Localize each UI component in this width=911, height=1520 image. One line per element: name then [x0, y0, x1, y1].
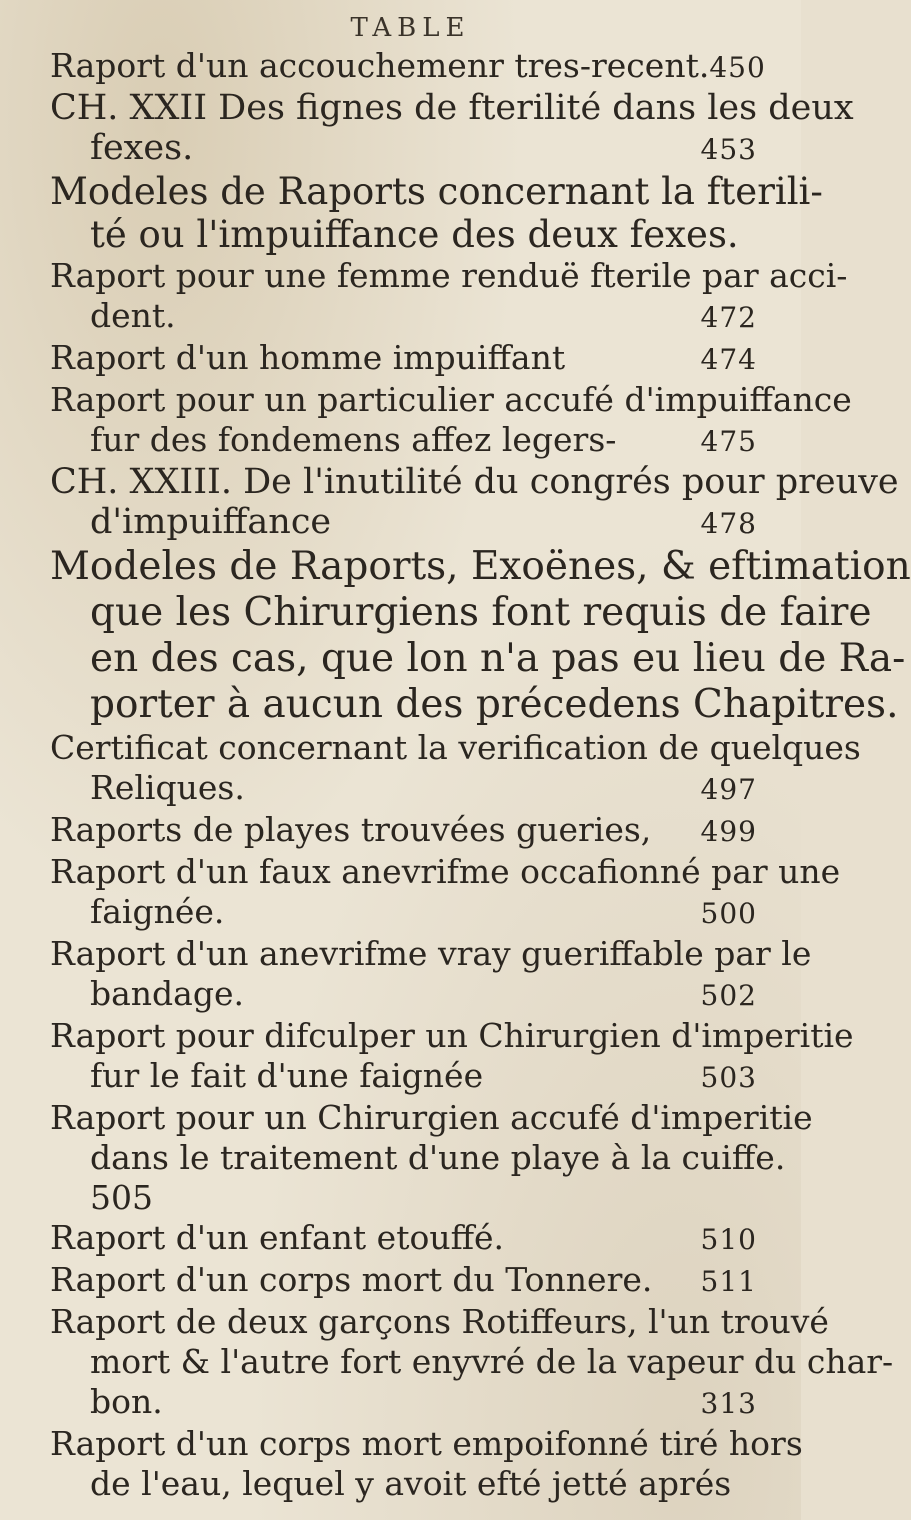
toc-entry	[50, 256, 848, 338]
toc-entry	[50, 1218, 771, 1260]
toc-entry-line	[50, 1302, 829, 1342]
toc-entry-line	[50, 1382, 771, 1424]
toc-entry-line	[50, 462, 899, 502]
toc-entry-line	[50, 544, 911, 590]
toc-entry-line	[50, 502, 771, 544]
toc-entry-line	[50, 213, 771, 256]
toc-entry-line	[50, 892, 771, 934]
toc-entry-line	[50, 256, 848, 296]
toc-entry-line	[50, 1260, 771, 1302]
page-number: 474	[700, 343, 757, 376]
toc-entry-line	[50, 852, 841, 892]
page-number: 510	[700, 1223, 757, 1256]
page-number: 502	[700, 979, 757, 1012]
toc-entry-text: bandage.	[90, 974, 244, 1013]
page-number: 472	[700, 301, 757, 334]
toc-entry-line	[50, 1016, 854, 1056]
toc-entry	[50, 934, 812, 1016]
toc-entry-line	[50, 420, 771, 462]
toc-entry	[50, 1424, 803, 1504]
toc-entry-text: d'impuiffance	[90, 502, 332, 542]
toc-entry-line	[50, 380, 852, 420]
toc-entry-text: Raport d'un homme impuiffant	[50, 338, 566, 377]
toc-entry-line	[50, 1138, 786, 1178]
toc-entry-text: porter à aucun des précedens Chapitres.	[90, 682, 899, 727]
toc-entry-line	[50, 1218, 771, 1260]
toc-entry-text: Raport d'un enfant etouffé.	[50, 1218, 505, 1257]
page-number: 453	[700, 133, 757, 166]
toc-entry-text: Modeles de Raports, Exoënes, & eftimation	[50, 544, 911, 589]
toc-entry-line	[50, 1342, 894, 1382]
toc-entry-line	[50, 1056, 771, 1098]
toc-entry	[50, 1016, 854, 1098]
toc-entry	[50, 728, 861, 810]
toc-entry-line	[50, 810, 771, 852]
toc-entry-line	[50, 682, 899, 728]
toc-entry-line	[50, 338, 771, 380]
toc-entry-line	[50, 1178, 771, 1218]
toc-entry-text: Raport d'un faux anevrifme occafionné par une	[50, 852, 841, 891]
toc-entry-text: Raport pour difculper un Chirurgien d'imperitie	[50, 1016, 854, 1055]
page-number: 478	[700, 507, 757, 540]
toc-entry-line	[50, 934, 812, 974]
toc-entry-line	[50, 88, 854, 128]
toc-entry-text: dans le traitement d'une playe à la cuiffe.	[90, 1138, 786, 1177]
toc-entry-text: fur des fondemens affez legers-	[90, 420, 617, 459]
toc-entry-text: Raports de playes trouvées gueries,	[50, 810, 652, 849]
toc-entry-text: 505	[90, 1178, 153, 1217]
toc-entry-text: de l'eau, lequel y avoit efté jetté aprés	[90, 1464, 732, 1503]
toc-entry-text: Raport d'un corps mort empoifonné tiré hors	[50, 1424, 803, 1463]
toc-entry	[50, 1260, 771, 1302]
toc-entry-line	[50, 296, 771, 338]
toc-entry-text: Raport d'un anevrifme vray gueriffable par le	[50, 934, 812, 973]
toc-entry-text: en des cas, que lon n'a pas eu lieu de Ra-	[90, 636, 906, 681]
page-number: 497	[700, 773, 757, 806]
toc-entry-text: CH. XXIII. De l'inutilité du congrés pour preuve	[50, 462, 899, 502]
toc-entry-line	[50, 590, 872, 636]
page-number: 500	[700, 897, 757, 930]
toc-entry-text: faignée.	[90, 892, 225, 931]
toc-entry-text: Reliques.	[90, 768, 245, 807]
toc-entry	[50, 88, 854, 170]
toc-entry	[50, 462, 899, 544]
toc-entry-line	[50, 170, 823, 213]
toc-entry-line	[50, 636, 906, 682]
page-number: 499	[700, 815, 757, 848]
toc-entry-text: mort & l'autre fort enyvré de la vapeur du char-	[90, 1342, 894, 1381]
toc-entry-text: que les Chirurgiens font requis de faire	[90, 590, 872, 635]
toc-entry-text: Modeles de Raports concernant la fterili-	[50, 170, 823, 213]
page-header: TABLE	[350, 13, 471, 43]
toc-entry-line	[50, 768, 771, 810]
toc-entry-text: Raport pour un Chirurgien accufé d'imperitie	[50, 1098, 813, 1137]
page-number: 475	[700, 425, 757, 458]
toc-entry	[50, 170, 823, 256]
toc-entry-text: fexes.	[90, 128, 194, 168]
toc-entry-text: Raport pour une femme renduë fterile par acci-	[50, 256, 848, 295]
toc-entry-line	[50, 1464, 771, 1504]
toc-entry	[50, 46, 771, 88]
toc-entry-text: Raport pour un particulier accufé d'impuiffance	[50, 380, 852, 419]
toc-entry	[50, 380, 852, 462]
toc-entry-text: fur le fait d'une faignée	[90, 1056, 484, 1095]
toc-entry-line	[50, 46, 771, 88]
toc-entry-line	[50, 128, 771, 170]
toc-entry-text: Raport d'un corps mort du Tonnere.	[50, 1260, 653, 1299]
toc-entry	[50, 1098, 813, 1218]
toc-entry	[50, 810, 771, 852]
toc-entry-text: té ou l'impuiffance des deux fexes.	[90, 213, 739, 256]
page-number: 450	[709, 51, 766, 84]
toc-entry	[50, 1302, 894, 1424]
toc-entry-line	[50, 974, 771, 1016]
toc-entry-text: Certificat concernant la verification de quelques	[50, 728, 861, 767]
toc-entry-line	[50, 1098, 813, 1138]
toc-entry-text: CH. XXII Des fignes de fterilité dans les deux	[50, 88, 854, 128]
table-of-contents	[50, 46, 911, 1504]
toc-entry-text: Raport de deux garçons Rotiffeurs, l'un trouvé	[50, 1302, 829, 1341]
toc-entry-line	[50, 728, 861, 768]
toc-entry	[50, 544, 911, 728]
toc-entry-text: Raport d'un accouchemenr tres-recent.	[50, 46, 710, 85]
toc-entry-line	[50, 1424, 803, 1464]
toc-entry	[50, 852, 841, 934]
toc-entry	[50, 338, 771, 380]
toc-entry-text: bon.	[90, 1382, 163, 1421]
toc-entry-text: dent.	[90, 296, 176, 335]
page-number: 511	[700, 1265, 757, 1298]
page-number: 313	[700, 1387, 757, 1420]
page-number: 503	[700, 1061, 757, 1094]
